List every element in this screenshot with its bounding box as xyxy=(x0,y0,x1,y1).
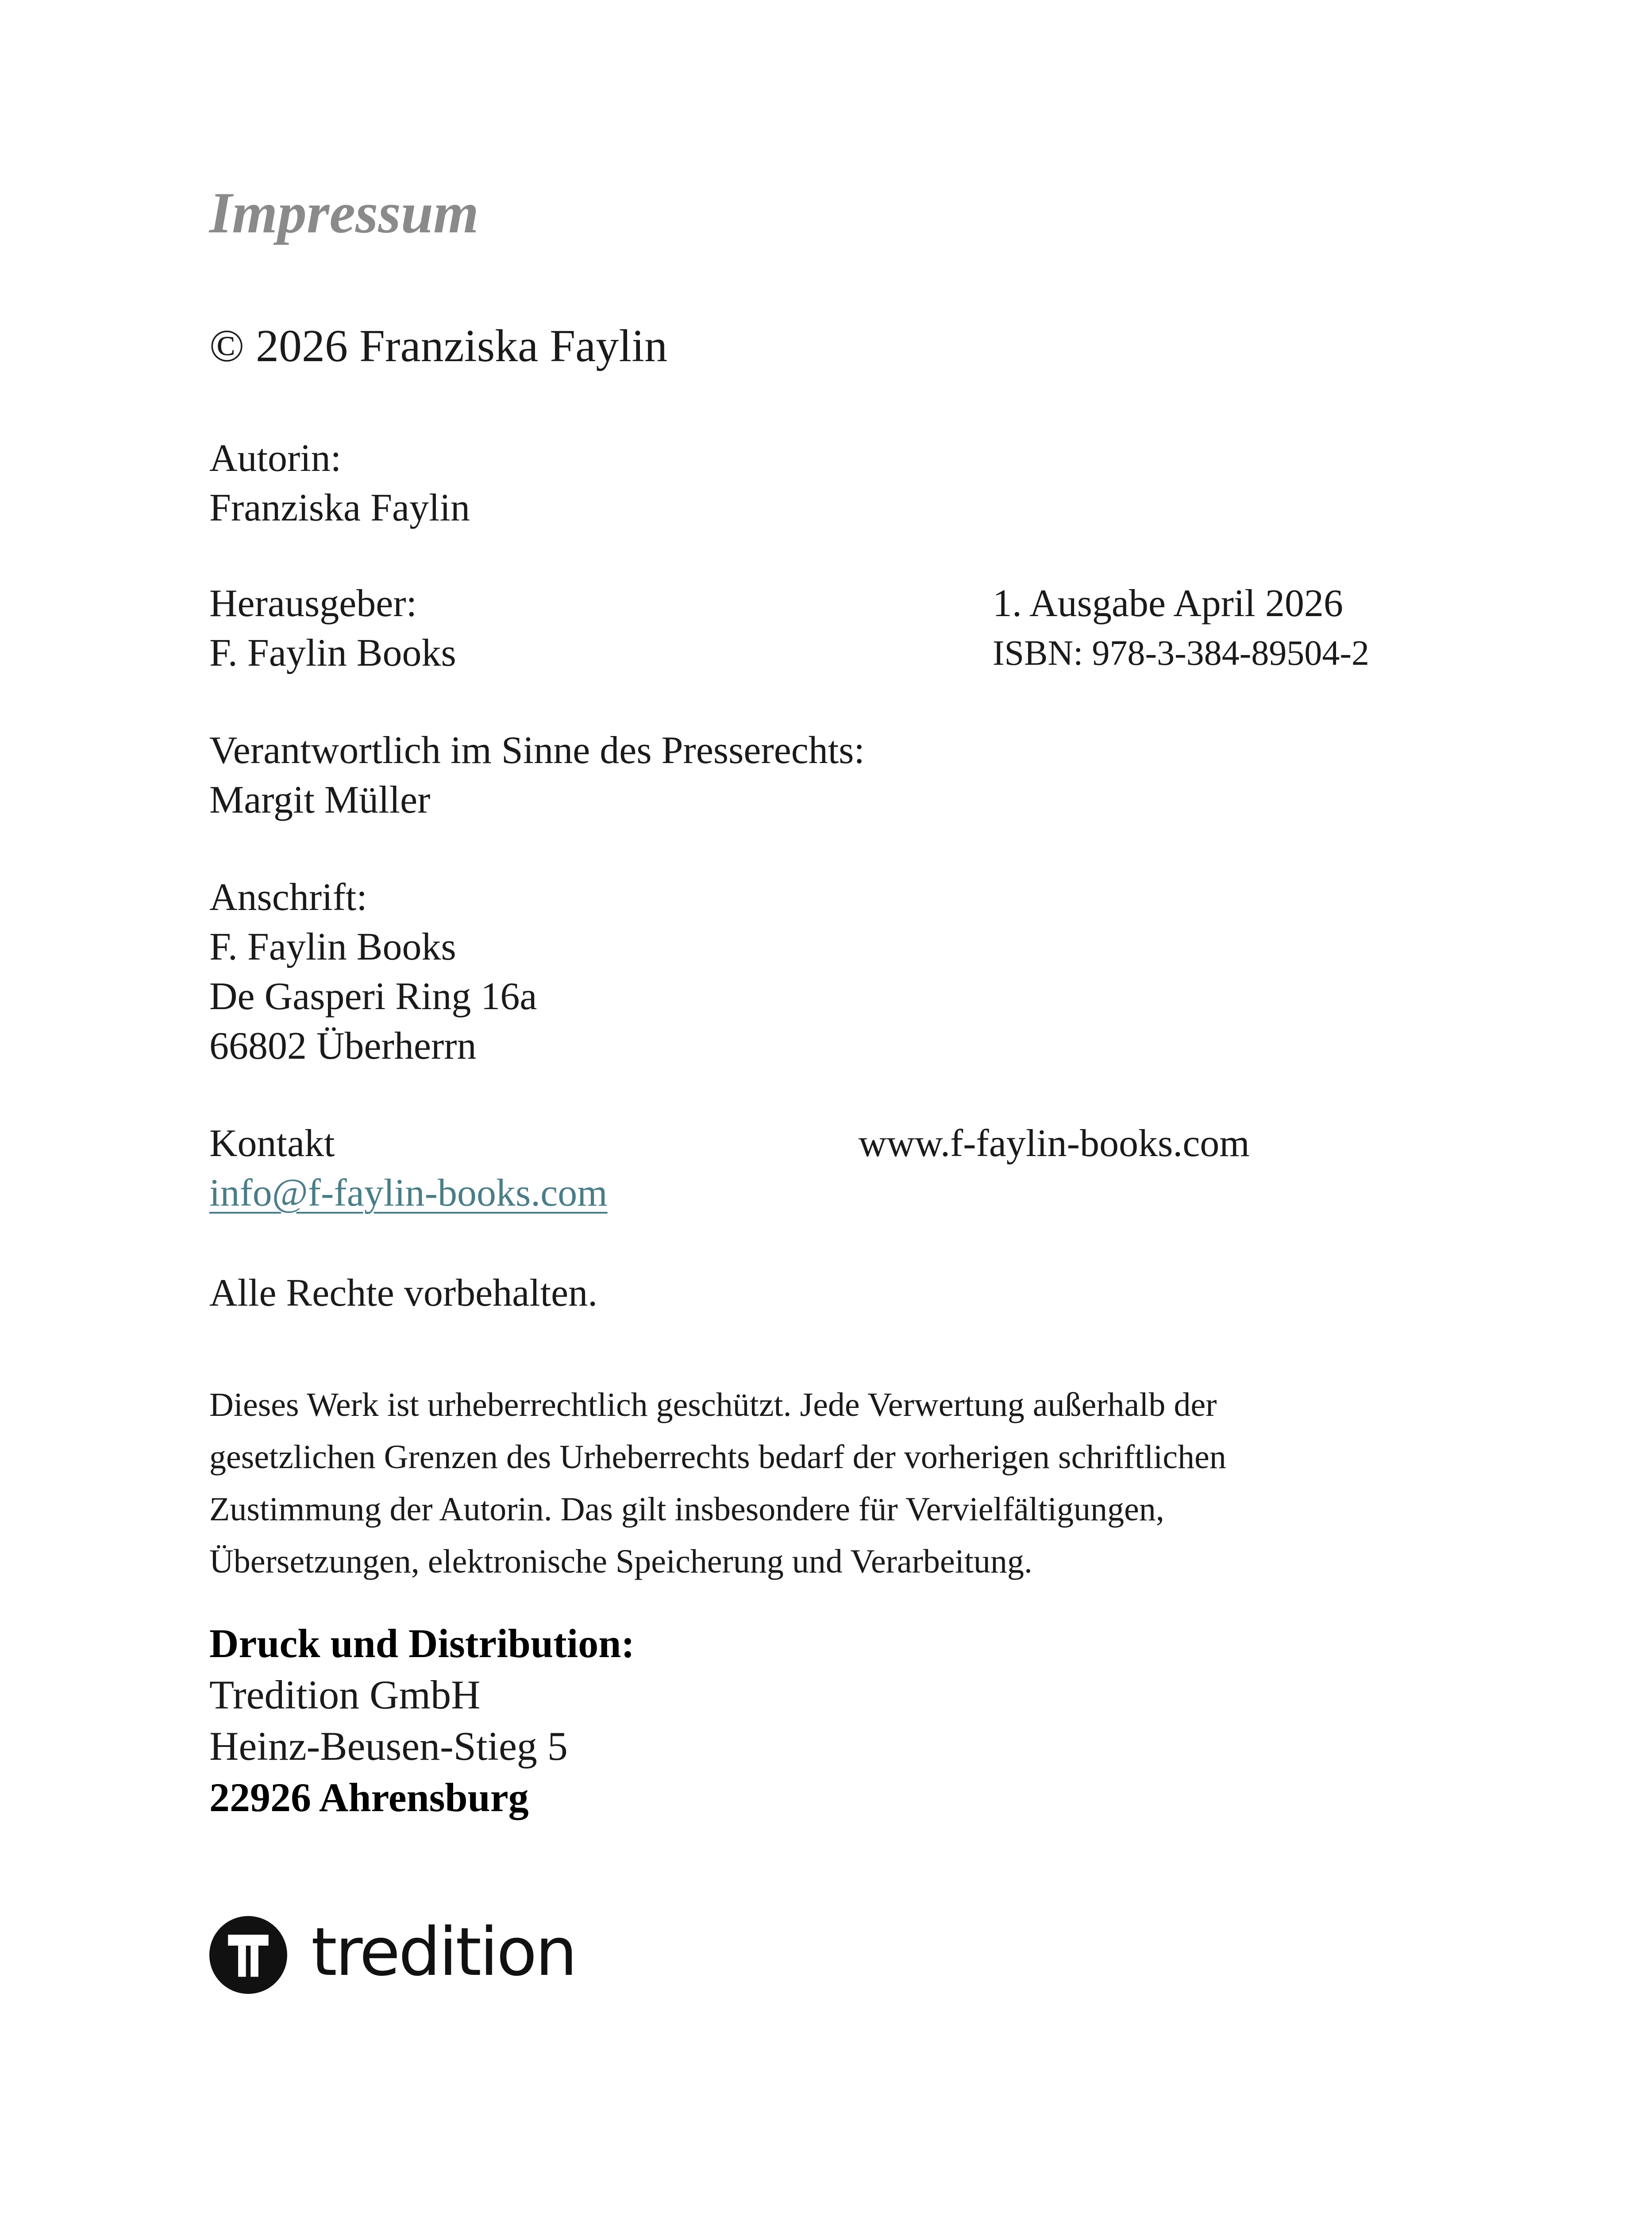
print-city: 22926 Ahrensburg xyxy=(209,1775,529,1820)
publisher-block xyxy=(209,579,456,678)
copyright-notice: © 2026 Franziska Faylin xyxy=(209,320,668,371)
contact-block xyxy=(209,1119,608,1218)
author-name: Franziska Faylin xyxy=(209,486,470,529)
tredition-logo-icon xyxy=(209,1916,287,1994)
press-name: Margit Müller xyxy=(209,779,431,821)
contact-label: Kontakt xyxy=(209,1122,335,1165)
isbn: ISBN: 978-3-384-89504-2 xyxy=(993,634,1370,673)
publisher-label: Herausgeber: xyxy=(209,582,417,625)
print-heading: Druck und Distribution: xyxy=(209,1621,635,1666)
rights-block xyxy=(209,1268,597,1318)
author-block xyxy=(209,434,470,533)
website-text: www.f-faylin-books.com xyxy=(859,1122,1250,1165)
website-block xyxy=(859,1119,1250,1168)
copyright-paragraph xyxy=(209,1379,1493,1588)
address-line: F. Faylin Books xyxy=(209,925,456,968)
print-street: Heinz-Beusen-Stieg 5 xyxy=(209,1723,568,1769)
notice-line: Übersetzungen, elektronische Speicherung und Verarbeitung. xyxy=(209,1543,1032,1580)
edition-block xyxy=(993,579,1369,678)
rights-text: Alle Rechte vorbehalten. xyxy=(209,1272,598,1315)
address-line: 66802 Überherrn xyxy=(209,1025,477,1068)
tredition-logo xyxy=(209,1915,576,1995)
page-title: Impressum xyxy=(209,180,479,245)
press-label: Verantwortlich im Sinne des Presserechts: xyxy=(209,729,865,772)
address-block xyxy=(209,873,537,1071)
publisher-name: F. Faylin Books xyxy=(209,632,456,675)
contact-email-link[interactable]: info@f-faylin-books.com xyxy=(209,1172,608,1214)
address-label: Anschrift: xyxy=(209,876,367,919)
notice-line: gesetzlichen Grenzen des Urheberrechts bedarf der vorherigen schriftlichen xyxy=(209,1438,1226,1476)
notice-line: Dieses Werk ist urheberrechtlich geschützt. Jede Verwertung außerhalb der xyxy=(209,1386,1217,1423)
press-block xyxy=(209,726,865,825)
print-distribution-block xyxy=(209,1618,635,1823)
author-label: Autorin: xyxy=(209,437,342,480)
print-company: Tredition GmbH xyxy=(209,1672,481,1717)
address-line: De Gasperi Ring 16a xyxy=(209,975,537,1018)
tredition-logo-text: tredition xyxy=(311,1914,576,1991)
edition-line: 1. Ausgabe April 2026 xyxy=(993,582,1343,625)
notice-line: Zustimmung der Autorin. Das gilt insbesondere für Vervielfältigungen, xyxy=(209,1491,1164,1528)
